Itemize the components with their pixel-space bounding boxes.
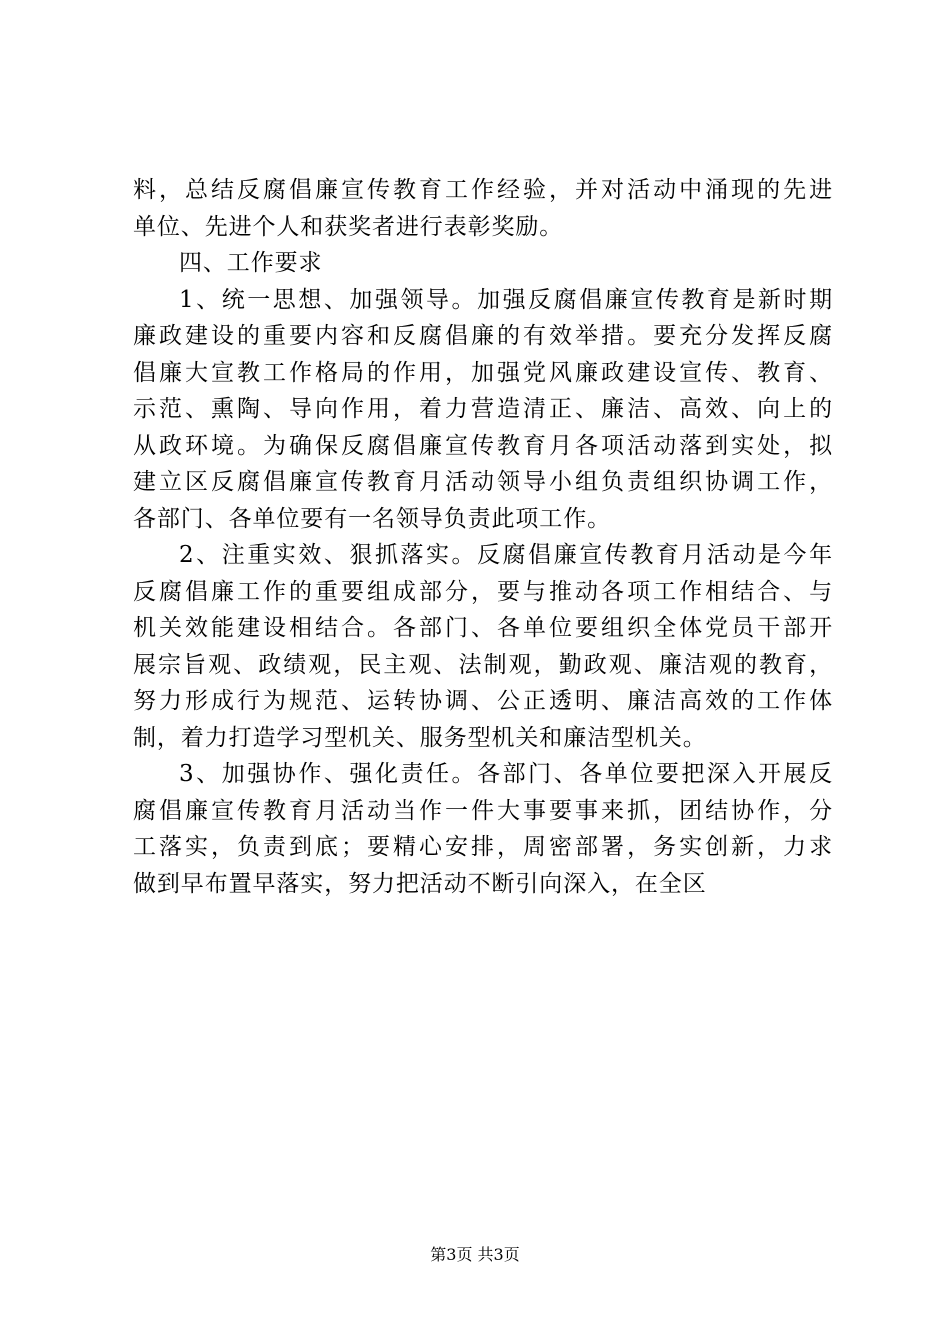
document-body	[133, 172, 833, 902]
page-number-footer: 第3页 共3页	[430, 1245, 520, 1264]
text-line: 1、统一思想、加强领导。加强反腐倡廉宣传教育是新时期	[179, 286, 833, 313]
text-line: 机关效能建设相结合。各部门、各单位要组织全体党员干部开	[133, 615, 833, 641]
text-line: 工落实，负责到底；要精心安排，周密部署，务实创新，力求	[133, 834, 833, 860]
text-line: 示范、熏陶、导向作用，着力营造清正、廉洁、高效、向上的	[133, 396, 833, 422]
text-line: 建立区反腐倡廉宣传教育月活动领导小组负责组织协调工作，	[133, 469, 833, 495]
text-line: 2、注重实效、狠抓落实。反腐倡廉宣传教育月活动是今年	[179, 542, 833, 568]
text-line: 廉政建设的重要内容和反腐倡廉的有效举措。要充分发挥反腐	[133, 323, 833, 349]
text-line: 反腐倡廉工作的重要组成部分，要与推动各项工作相结合、与	[133, 578, 833, 605]
text-line: 从政环境。为确保反腐倡廉宣传教育月各项活动落到实处，拟	[133, 432, 833, 459]
text-line: 倡廉大宣教工作格局的作用，加强党风廉政建设宣传、教育、	[133, 359, 833, 386]
text-line: 料，总结反腐倡廉宣传教育工作经验，并对活动中涌现的先进	[133, 177, 833, 203]
section-heading: 四、工作要求	[179, 250, 323, 276]
text-line: 单位、先进个人和获奖者进行表彰奖励。	[133, 213, 564, 240]
text-line: 展宗旨观、政绩观，民主观、法制观，勤政观、廉洁观的教育，	[133, 651, 833, 678]
text-line: 努力形成行为规范、运转协调、公正透明、廉洁高效的工作体	[133, 688, 833, 714]
text-line: 做到早布置早落实，努力把活动不断引向深入，在全区	[133, 870, 707, 897]
text-line: 各部门、各单位要有一名领导负责此项工作。	[133, 505, 611, 532]
text-line: 腐倡廉宣传教育月活动当作一件大事要事来抓，团结协作，分	[133, 797, 833, 824]
text-line: 3、加强协作、强化责任。各部门、各单位要把深入开展反	[179, 761, 833, 787]
text-line: 制，着力打造学习型机关、服务型机关和廉洁型机关。	[133, 724, 707, 751]
